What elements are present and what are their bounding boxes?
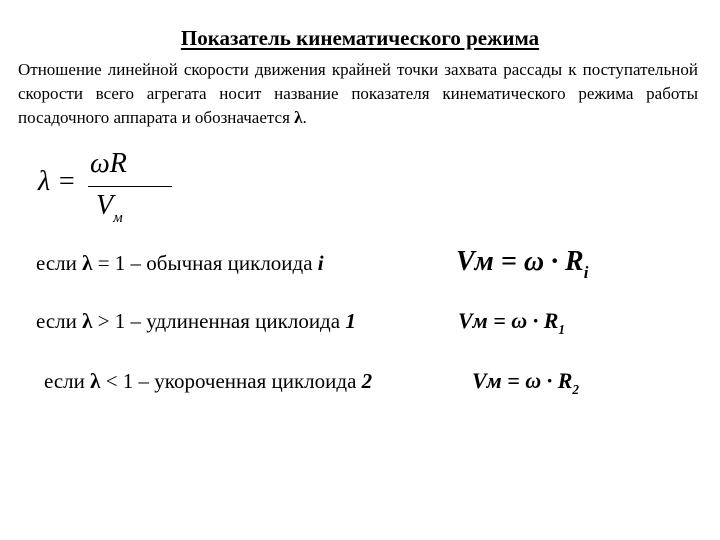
lambda-symbol: λ [294, 108, 303, 127]
condition-index: i [317, 251, 324, 275]
equation-elongated [458, 308, 565, 337]
condition-row-elongated [36, 309, 356, 334]
formula-lhs: λ = [38, 166, 77, 197]
condition-prefix: если [36, 251, 77, 275]
lambda-formula [38, 146, 148, 226]
condition-lambda: λ [90, 369, 101, 393]
fraction-bar [88, 186, 172, 187]
denominator-main: V [96, 190, 114, 221]
condition-row-normal [36, 251, 324, 276]
formula-numerator: ωR [90, 148, 127, 179]
equation-subscript: 1 [558, 321, 565, 337]
equation-subscript: i [583, 262, 589, 282]
denominator-subscript: м [113, 210, 123, 226]
condition-prefix: если [44, 369, 85, 393]
equation-normal [456, 246, 589, 282]
equation-main: Vм = ω · R [456, 246, 584, 277]
condition-relation: > 1 – удлиненная циклоида [97, 309, 341, 333]
condition-relation: = 1 – обычная циклоида [97, 251, 313, 275]
equation-subscript: 2 [572, 381, 579, 397]
equation-main: Vм = ω · R [458, 308, 559, 333]
condition-relation: < 1 – укороченная циклоида [105, 369, 357, 393]
definition-paragraph [18, 58, 698, 130]
paragraph-text: Отношение линейной скорости движения крайней точки захвата рассады к поступательной скорости всего агрегата носит название показателя кинематического режима работы посадочного аппарата и обозначается [18, 60, 698, 127]
paragraph-end: . [302, 108, 307, 127]
equation-shortened [472, 368, 579, 397]
equation-main: Vм = ω · R [472, 368, 573, 393]
condition-row-shortened [44, 369, 372, 394]
condition-lambda: λ [82, 251, 93, 275]
condition-index: 1 [345, 309, 356, 333]
condition-prefix: если [36, 309, 77, 333]
condition-index: 2 [361, 369, 373, 393]
formula-denominator [96, 190, 123, 226]
slide-title: Показатель кинематического режима [180, 26, 540, 50]
condition-lambda: λ [82, 309, 93, 333]
